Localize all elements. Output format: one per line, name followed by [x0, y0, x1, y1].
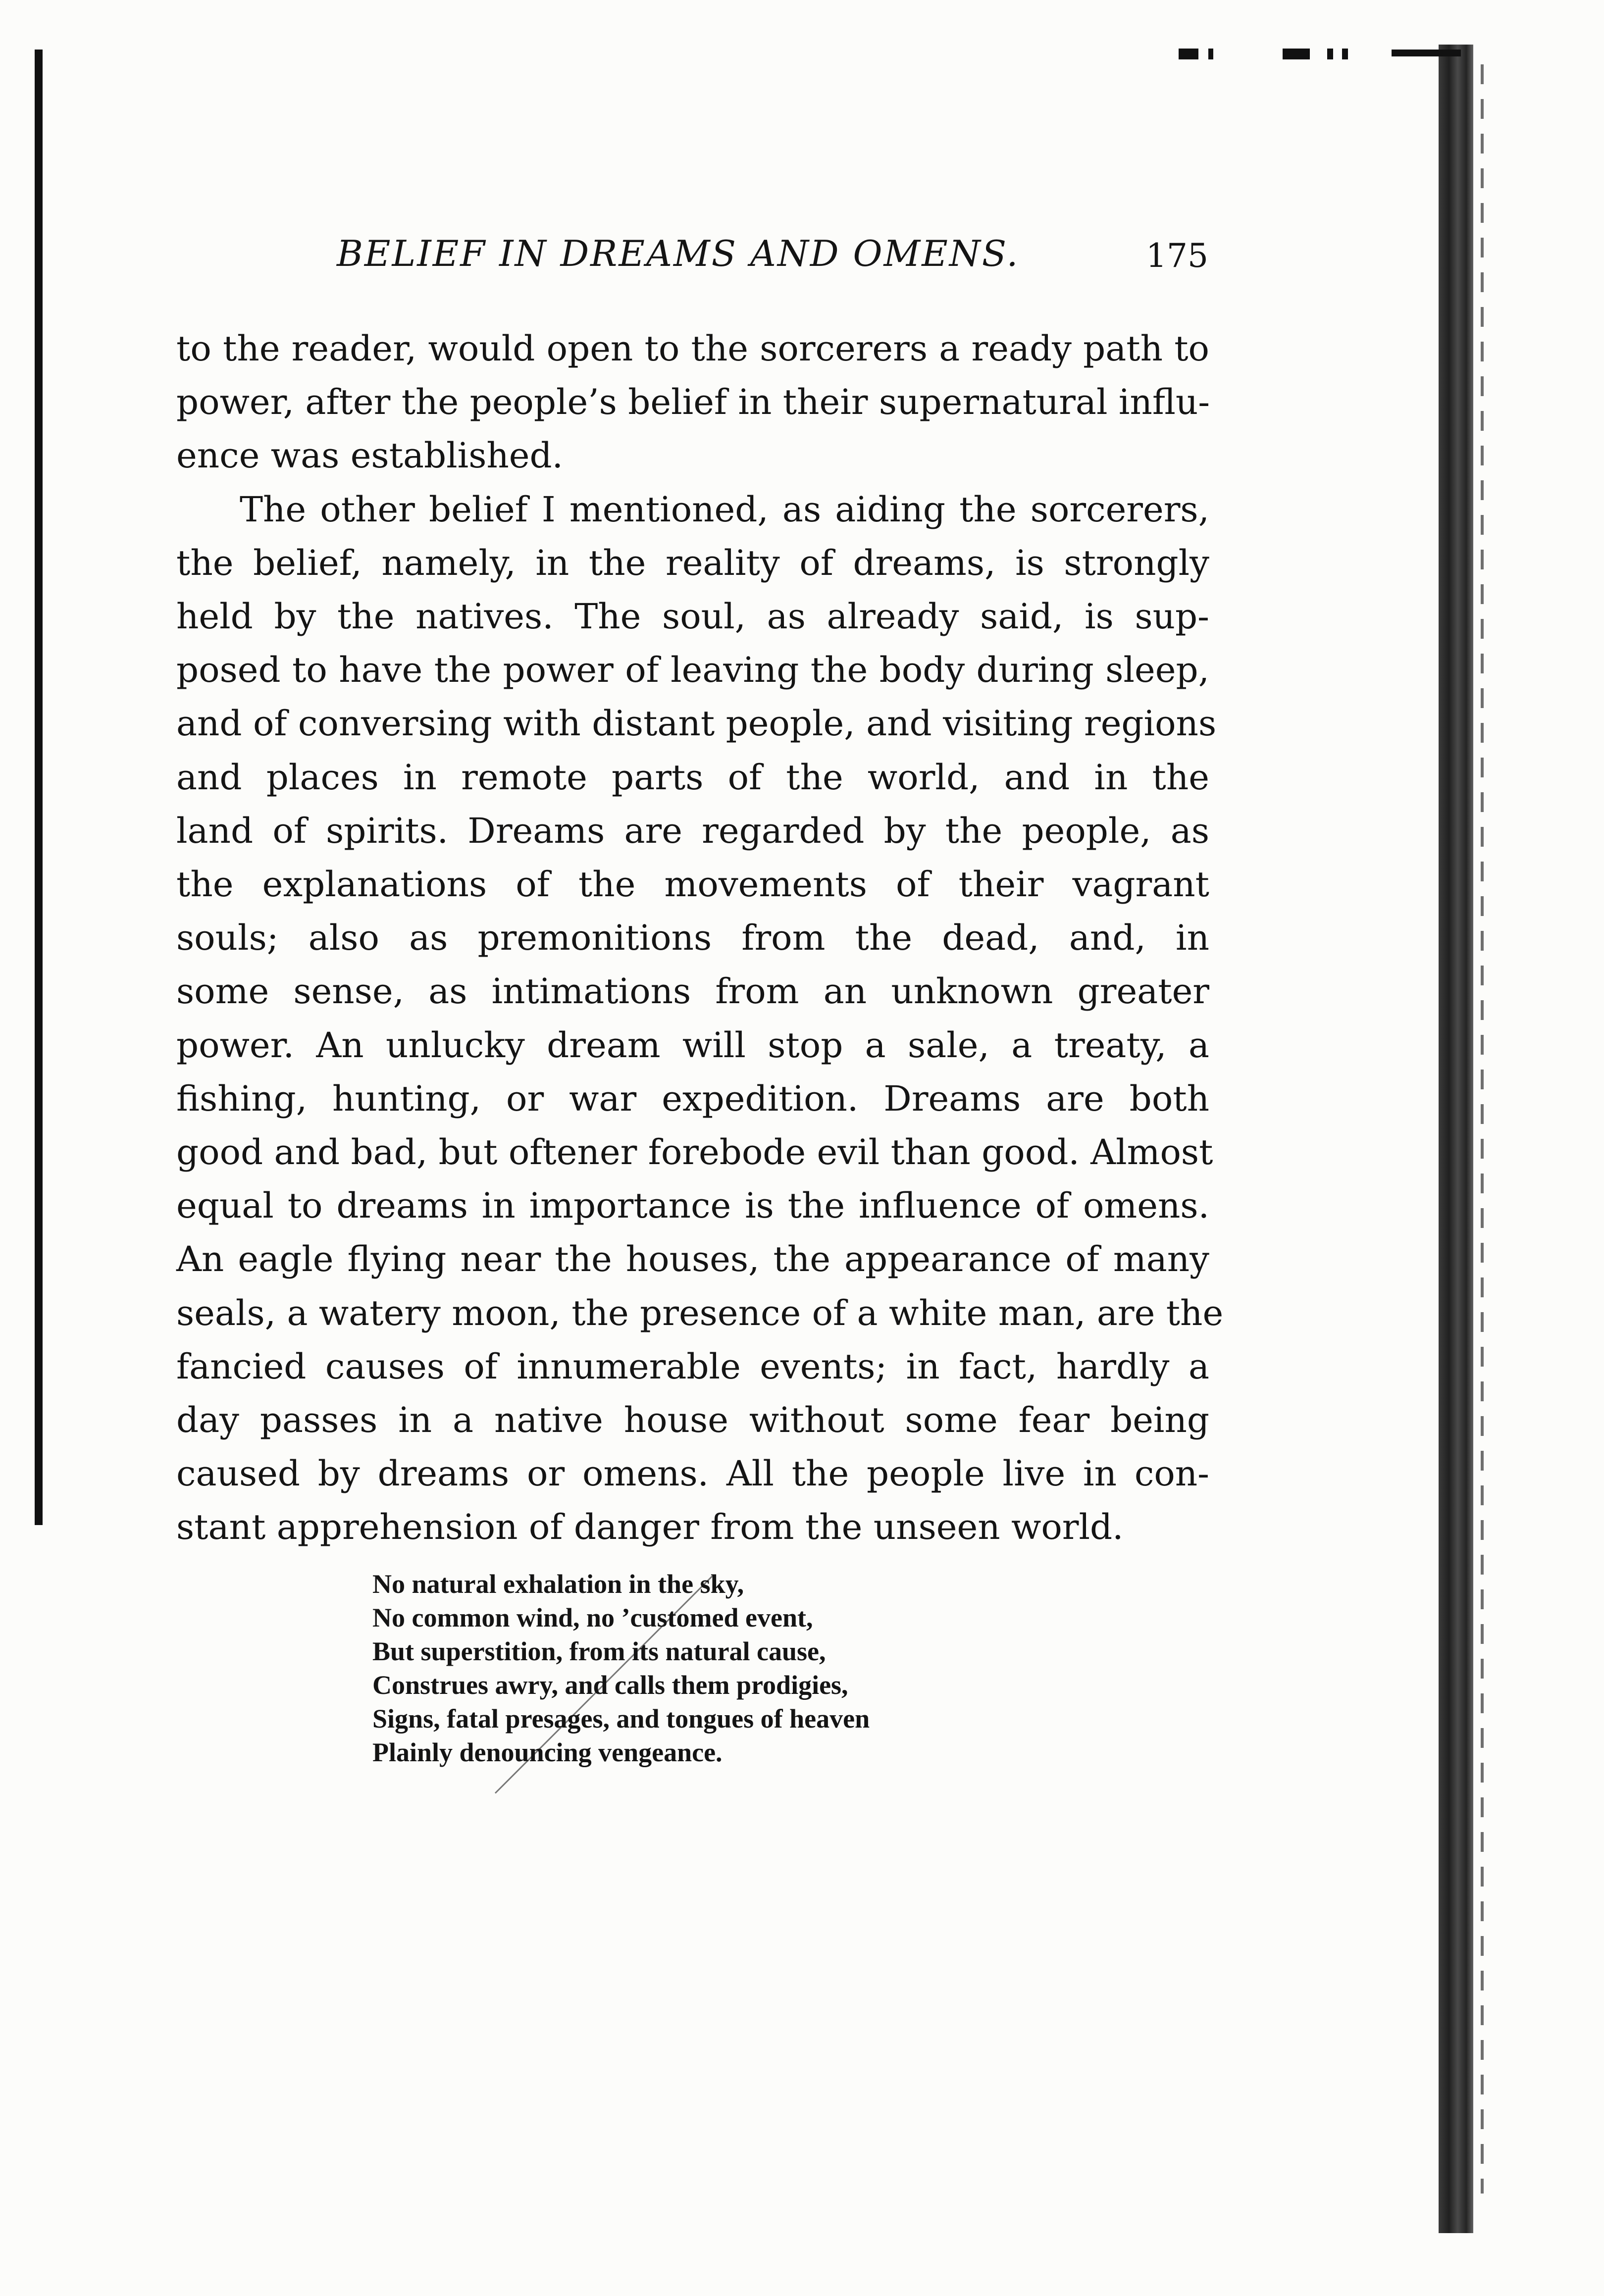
verse-line: Construes awry, and calls them prodigies, — [372, 1670, 848, 1700]
text-line: the belief, namely, in the reality of dreams, is strongly — [176, 542, 1209, 583]
scan-binding-shadow — [1439, 45, 1473, 2233]
running-head — [178, 233, 1208, 287]
verse-line: But superstition, from its natural cause, — [372, 1636, 826, 1666]
verse-line: Plainly denouncing vengeance. — [372, 1737, 723, 1767]
text-line: to the reader, would open to the sorcerers a ready path to — [176, 328, 1209, 369]
verse-quotation — [372, 1567, 1016, 1769]
text-line: good and bad, but oftener forebode evil than good. Almost — [176, 1132, 1213, 1173]
text-line: power, after the people’s belief in their supernatural influ- — [176, 382, 1210, 423]
text-line: stant apprehension of danger from the unseen world. — [176, 1507, 1124, 1548]
text-line: day passes in a native house without some fear being — [176, 1400, 1209, 1441]
text-line: fishing, hunting, or war expedition. Dreams are both — [176, 1078, 1209, 1119]
text-line: seals, a watery moon, the presence of a white man, are the — [176, 1292, 1224, 1333]
text-line: and places in remote parts of the world, and in the — [176, 757, 1209, 798]
text-line: ence was established. — [176, 435, 564, 476]
page-number: 175 — [1146, 237, 1208, 275]
text-line: An eagle flying near the houses, the appearance of many — [176, 1239, 1209, 1280]
text-line: posed to have the power of leaving the body during sleep, — [176, 650, 1209, 691]
text-line: held by the natives. The soul, as already said, is sup- — [176, 596, 1209, 637]
scan-binding-marks — [1481, 64, 1484, 2194]
text-line: power. An unlucky dream will stop a sale, a treaty, a — [176, 1024, 1209, 1066]
text-line: caused by dreams or omens. All the people live in con- — [176, 1453, 1209, 1494]
verse-line: No common wind, no ’customed event, — [372, 1603, 813, 1633]
text-line: land of spirits. Dreams are regarded by the people, as — [176, 810, 1209, 851]
scan-edge-left — [35, 50, 43, 1525]
text-line: equal to dreams in importance is the influence of omens. — [176, 1185, 1209, 1226]
running-title: BELIEF IN DREAMS AND OMENS. — [337, 233, 1020, 274]
text-line: and of conversing with distant people, and visiting regions — [176, 703, 1217, 744]
verse-line: Signs, fatal presages, and tongues of heaven — [372, 1704, 870, 1734]
text-line: fancied causes of innumerable events; in fact, hardly a — [176, 1346, 1209, 1387]
text-line: The other belief I mentioned, as aiding the sorcerers, — [240, 489, 1209, 530]
body-text — [176, 322, 1224, 1554]
text-line: the explanations of the movements of their vagrant — [176, 864, 1209, 905]
verse-line: No natural exhalation in the sky, — [372, 1569, 744, 1599]
scan-top-marks — [1179, 44, 1476, 63]
text-line: souls; also as premonitions from the dead, and, in — [176, 918, 1209, 959]
text-line: some sense, as intimations from an unknown greater — [176, 971, 1209, 1012]
